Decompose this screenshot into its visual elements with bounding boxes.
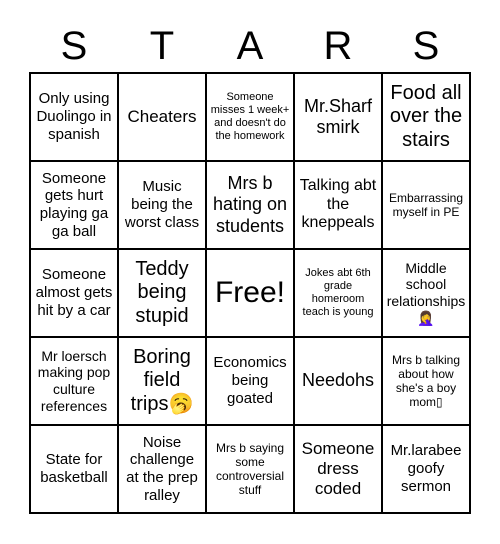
bingo-cell[interactable]: Only using Duolingo in spanish (30, 73, 118, 161)
bingo-cell[interactable]: Jokes abt 6th grade homeroom teach is young (294, 249, 382, 337)
bingo-cell[interactable]: State for basketball (30, 425, 118, 513)
bingo-cell[interactable]: Boring field trips🥱 (118, 337, 206, 425)
bingo-cell[interactable]: Middle school relationships 🤦‍♀️ (382, 249, 470, 337)
bingo-cell[interactable]: Mrs b hating on students (206, 161, 294, 249)
bingo-cell[interactable]: Embarrassing myself in PE (382, 161, 470, 249)
header-letter-s1: S (60, 24, 88, 68)
bingo-cell[interactable]: Someone dress coded (294, 425, 382, 513)
bingo-cell[interactable]: Economics being goated (206, 337, 294, 425)
bingo-cell[interactable]: Cheaters (118, 73, 206, 161)
header-letter-r: R (323, 24, 353, 68)
bingo-cell[interactable]: Mrs b saying some controversial stuff (206, 425, 294, 513)
bingo-cell[interactable]: Someone gets hurt playing ga ga ball (30, 161, 118, 249)
header-letter-s2: S (412, 24, 440, 68)
bingo-cell[interactable]: Someone misses 1 week+ and doesn't do the homework (206, 73, 294, 161)
free-space-cell[interactable]: Free! (206, 249, 294, 337)
bingo-cell[interactable]: Noise challenge at the prep ralley (118, 425, 206, 513)
bingo-cell[interactable]: Someone almost gets hit by a car (30, 249, 118, 337)
bingo-cell[interactable]: Mrs b talking about how she's a boy mom▯ (382, 337, 470, 425)
header-letter-a: A (236, 24, 264, 68)
bingo-cell[interactable]: Mr loersch making pop culture references (30, 337, 118, 425)
bingo-cell[interactable]: Food all over the stairs (382, 73, 470, 161)
bingo-cell[interactable]: Teddy being stupid (118, 249, 206, 337)
bingo-cell[interactable]: Mr.larabee goofy sermon (382, 425, 470, 513)
bingo-cell[interactable]: Talking abt the kneppeals (294, 161, 382, 249)
bingo-cell[interactable]: Needohs (294, 337, 382, 425)
bingo-header (30, 20, 470, 72)
bingo-grid (29, 72, 471, 514)
header-letter-t: T (149, 24, 175, 68)
bingo-cell[interactable]: Music being the worst class (118, 161, 206, 249)
bingo-cell[interactable]: Mr.Sharf smirk (294, 73, 382, 161)
